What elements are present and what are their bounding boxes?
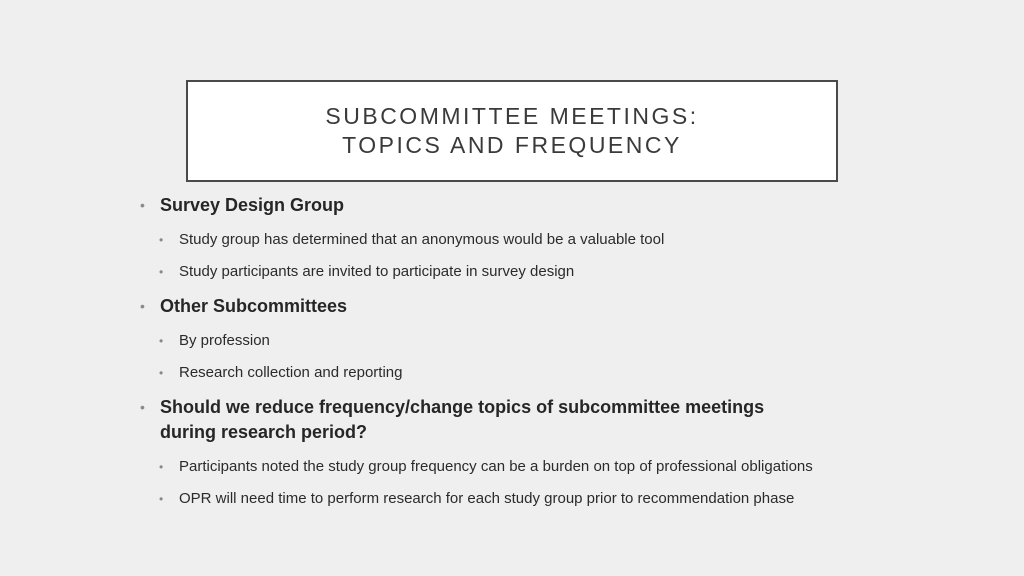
sub-bullet bbox=[159, 489, 900, 509]
sub-bullet bbox=[159, 363, 900, 383]
slide-title-line-1: SUBCOMMITTEE MEETINGS: bbox=[325, 103, 699, 129]
slide-title-line-2: TOPICS AND FREQUENCY bbox=[342, 132, 682, 158]
sub-bullet-text: By profession bbox=[179, 332, 270, 349]
sub-bullet bbox=[159, 457, 900, 477]
sub-bullet-text: Participants noted the study group frequency can be a burden on top of professional obligations bbox=[179, 458, 813, 475]
sub-bullet bbox=[159, 331, 900, 351]
bullet-icon: • bbox=[159, 460, 164, 474]
sub-bullet-text: Study group has determined that an anonymous would be a valuable tool bbox=[179, 231, 665, 248]
bullet-icon: • bbox=[159, 492, 164, 506]
bullet-icon: • bbox=[159, 265, 164, 279]
bullet-icon: • bbox=[159, 366, 164, 380]
bullet-icon: • bbox=[159, 334, 164, 348]
bullet-reduce-frequency-question bbox=[140, 395, 900, 445]
bullet-text: Survey Design Group bbox=[160, 195, 345, 215]
sub-bullet bbox=[159, 230, 900, 250]
sub-bullet-text: Research collection and reporting bbox=[179, 364, 403, 381]
sub-bullet-text: Study participants are invited to participate in survey design bbox=[179, 263, 575, 280]
bullet-survey-design-group bbox=[140, 193, 900, 218]
bullet-icon: • bbox=[140, 399, 145, 415]
sub-bullet-text: OPR will need time to perform research for each study group prior to recommendation phase bbox=[179, 490, 795, 507]
bullet-icon: • bbox=[159, 233, 164, 247]
sub-bullet bbox=[159, 262, 900, 282]
bullet-text: Other Subcommittees bbox=[160, 296, 348, 316]
bullet-text-line-2: during research period? bbox=[160, 422, 368, 442]
slide-title-box bbox=[186, 80, 838, 182]
bullet-icon: • bbox=[140, 197, 145, 213]
bullet-other-subcommittees bbox=[140, 294, 900, 319]
bullet-icon: • bbox=[140, 298, 145, 314]
bullet-text-line-1: Should we reduce frequency/change topics of subcommittee meetings bbox=[160, 397, 765, 417]
slide-body bbox=[140, 193, 900, 509]
